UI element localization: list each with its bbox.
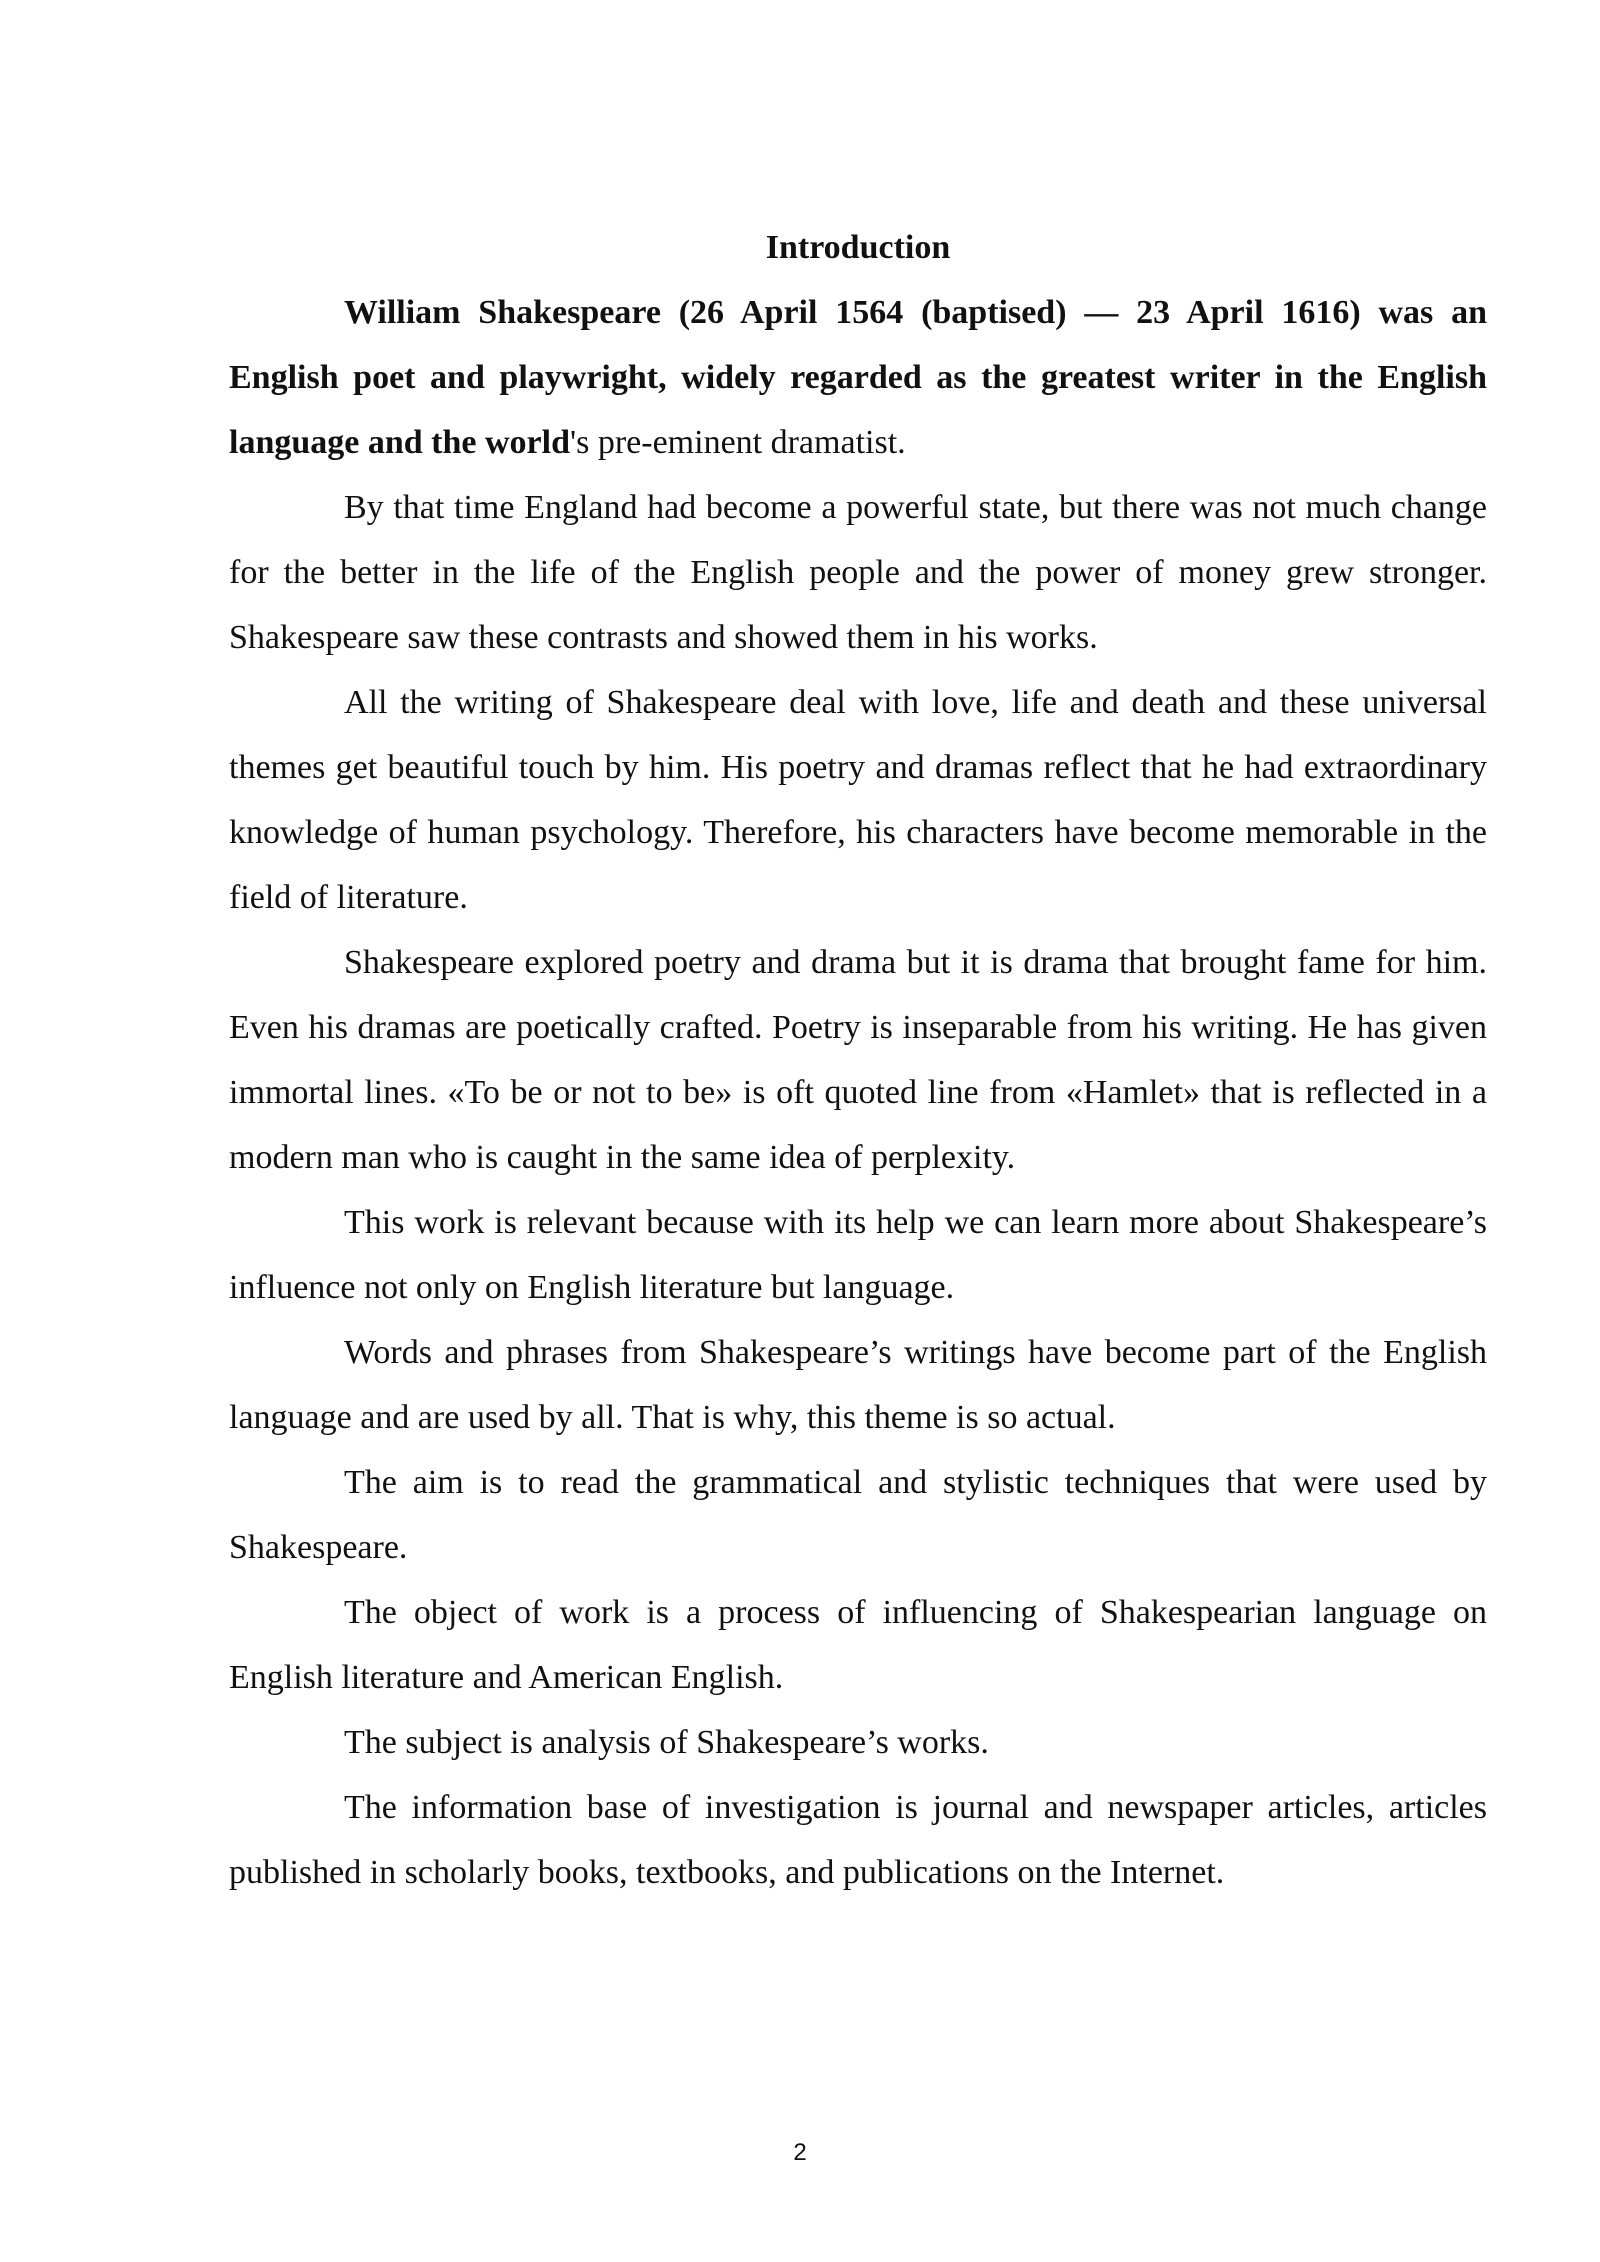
paragraph-8: The object of work is a process of influencing of Shakespearian language on English literature and American English. [229,1594,1487,1696]
section-title: Introduction [765,229,951,266]
paragraph-1-bold-text: William Shakespeare (26 April 1564 (baptised) — 23 April 1616) was an English poet and playwright, widely regarded as the greatest writer in the English language and the world [229,294,1487,461]
page-number: 2 [793,2139,807,2166]
paragraph-9: The subject is analysis of Shakespeare’s works. [344,1724,989,1761]
paragraph-6: Words and phrases from Shakespeare’s writings have become part of the English language and are used by all. That is why, this theme is so actual. [229,1334,1487,1436]
paragraph-1 [229,280,1487,475]
paragraph-1-text: 's pre-eminent dramatist. [570,424,906,461]
paragraph-7: The aim is to read the grammatical and stylistic techniques that were used by Shakespeare. [229,1464,1487,1566]
paragraph-5: This work is relevant because with its help we can learn more about Shakespeare’s influence not only on English literature but language. [229,1204,1487,1306]
paragraph-10: The information base of investigation is journal and newspaper articles, articles published in scholarly books, textbooks, and publications on the Internet. [229,1789,1487,1891]
paragraph-3: All the writing of Shakespeare deal with love, life and death and these universal themes get beautiful touch by him. His poetry and dramas reflect that he had extraordinary knowledge of human psychology. Therefore, his characters have become memorable in the field of literature. [229,684,1487,916]
document-body [229,215,1487,1905]
paragraph-2: By that time England had become a powerful state, but there was not much change for the better in the life of the English people and the power of money grew stronger. Shakespeare saw these contrasts and showed them in his works. [229,489,1487,656]
paragraph-4: Shakespeare explored poetry and drama but it is drama that brought fame for him. Even his dramas are poetically crafted. Poetry is inseparable from his writing. He has given immortal lines. «To be or not to be» is oft quoted line from «Hamlet» that is reflected in a modern man who is caught in the same idea of perplexity. [229,944,1487,1176]
